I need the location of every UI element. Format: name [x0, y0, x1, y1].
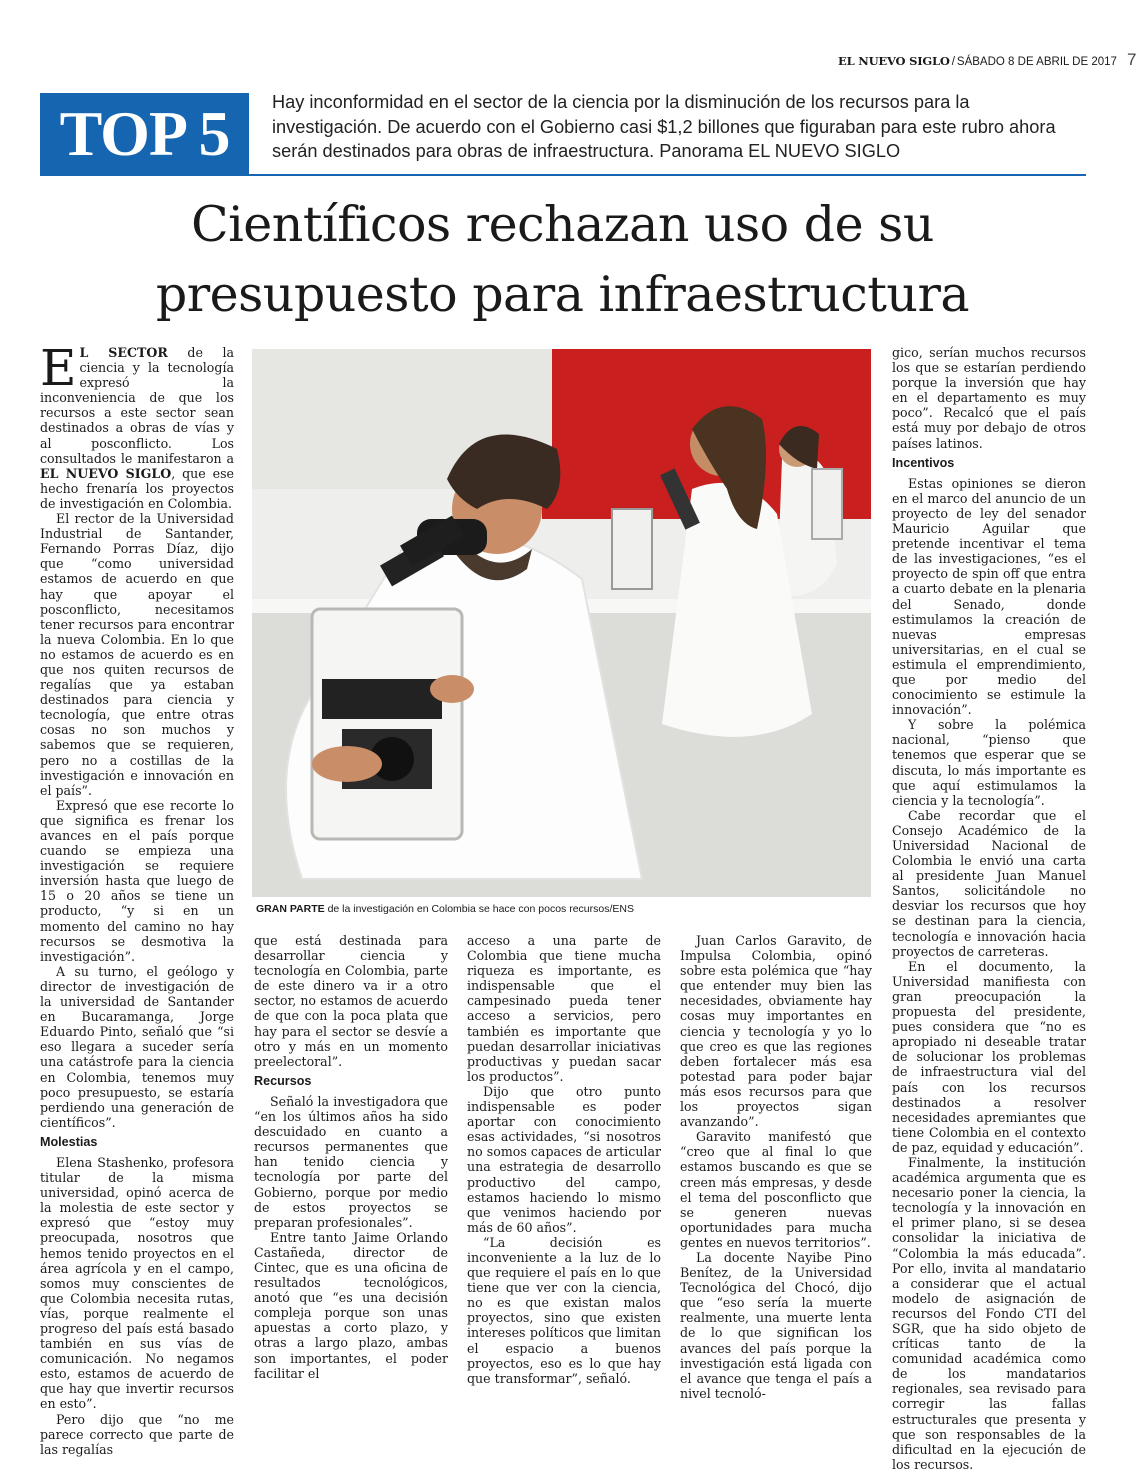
paragraph: Señaló la investigadora que “en los últimos años ha sido descuidado en cuanto a recursos permanentes que han tenido ciencia y tecnología por parte del Gobierno, porque por medio de estos proyectos se preparan profesionales”. — [254, 1093, 448, 1230]
page-header: EL NUEVO SIGLO / SÁBADO 8 DE ABRIL DE 2017 7 — [838, 50, 1136, 69]
drop-cap: E — [40, 339, 77, 397]
article-column-2 — [254, 933, 448, 1381]
headline-line-2: presupuesto para infraestructura — [155, 266, 970, 323]
subhead-recursos: Recursos — [254, 1073, 312, 1088]
paragraph: El rector de la Universidad Industrial de Santander, Fernando Porras Díaz, dijo que “como universidad estamos de acuerdo en que hay que apoyar el posconflicto, necesitamos tener recursos para encontrar la nueva Colombia. En lo que no estamos de acuerdo es en que nos quiten recursos de regalías que ya estaban destinados para ciencia y tecnología, que entre otras cosas no son muchos y sabemos que se requieren, pero no a costillas de la investigación e innovación en el país”. — [40, 511, 234, 798]
paragraph: Entre tanto Jaime Orlando Castañeda, director de Cintec, que es una oficina de resultados tecnológicos, anotó que “es una decisión compleja porque son unas apuestas a corto plazo, y otras a largo plazo, ambas son importantes, el poder facilitar el — [254, 1229, 448, 1381]
paragraph: Elena Stashenko, profesora titular de la misma universidad, opinó acerca de la molestia de este sector y expresó que “estoy muy preocupada, nosotros que hemos tenido proyectos en el área agrícola y en el campo, somos muy conscientes de que Colombia necesita rutas, vías, porque realmente el progreso del país está basado también en sus vías de comunicación. No negamos esto, estamos de acuerdo de que hay que invertir recursos en esto”. — [40, 1154, 234, 1412]
headline-line-1: Científicos rechazan uso de su — [191, 196, 934, 253]
paragraph: gico, serían muchos recursos los que se estarían perdiendo porque la inversión que hay en el departamento es muy poco”. Recalcó que el país está muy por debajo de otros países latinos. — [892, 345, 1086, 451]
paragraph: Expresó que ese recorte lo que significa es frenar los avances en el país porque cuando se empieza una investigación se requiere inversión hasta que luego de 15 o 20 años se tiene un producto, “y si en un momento del camino no hay recursos se desmotiva la investigación”. — [40, 797, 234, 964]
paragraph: Dijo que otro punto indispensable es poder aportar con conocimiento esas actividades, “si nosotros no somos capaces de articular una estrategia de desarrollo productivo del campo, estamos haciendo lo mismo que venimos haciendo por más de 60 años”. — [467, 1083, 661, 1235]
headline — [0, 190, 1125, 330]
paragraph: Estas opiniones se dieron en el marco del anuncio de un proyecto de ley del senador Mauricio Aguilar que pretende incentivar el tema de las investigaciones, “es el proyecto de spin off que entra a cuarto debate en la plenaria del Senado, donde estimulamos la creación de nuevas empresas universitarias, en el cual se estimula el emprendimiento, que por medio del conocimiento se estimule la innovación”. — [892, 475, 1086, 718]
issue-date: SÁBADO 8 DE ABRIL DE 2017 — [956, 56, 1117, 68]
paragraph: A su turno, el geólogo y director de investigación de la universidad de Santander en Bucaramanga, Jorge Eduardo Pinto, señaló que “si eso llegara a suceder sería una catástrofe para la ciencia en Colombia, tenemos muy poco presupuesto, se estaría perdiendo una generación de científicos”. — [40, 963, 234, 1130]
paragraph: acceso a una parte de Colombia que tiene mucha riqueza es importante, es indispensable que el campesinado pueda tener acceso a servicios, pero también es importante que puedan desarrollar iniciativas productivas y puedan sacar los productos”. — [467, 933, 661, 1084]
subhead-molestias: Molestias — [40, 1134, 98, 1149]
paragraph: Y sobre la polémica nacional, “pienso que tenemos que esperar que se discuta, lo más importante es que aquí estimulamos la ciencia y la tecnología”. — [892, 717, 1086, 808]
paragraph: que está destinada para desarrollar ciencia y tecnología en Colombia, parte de este dinero va ir a otro sector, no estamos de acuerdo de que con la poca plata que hay para el sector se desvíe a otro y más en un momento preelectoral”. — [254, 933, 448, 1069]
lab-photo — [252, 349, 871, 897]
article-column-4 — [680, 933, 872, 1401]
paragraph: Finalmente, la institución académica argumenta que es necesario poner la ciencia, la tecnología y la innovación en el primer plano, si se desea consolidar la iniciativa de “Colombia la más educada”. Por ello, invita al mandatario a considerar que el actual modelo de asignación de recursos del Fondo CTI del SGR, que ha sido objeto de críticas tanto de la comunidad académica como de los mandatarios regionales, sea revisado para corregir las fallas estructurales que presenta y que son responsables de la dificultad en la ejecución de los recursos. — [892, 1154, 1086, 1472]
section-lead: Hay inconformidad en el sector de la ciencia por la disminución de los recursos para la investigación. De acuerdo con el Gobierno casi $1,2 billones que figuraban para este rubro ahora serán destinados para obras de infraestructura. Panorama EL NUEVO SIGLO — [272, 92, 1056, 161]
paragraph: Cabe recordar que el Consejo Académico de la Universidad Nacional de Colombia le envió una carta al presidente Juan Manuel Santos, solicitándole no desviar los recursos que hoy se destinan para la ciencia, tecnología e innovación hacia proyectos de carreteras. — [892, 807, 1086, 959]
intro-paragraph: E L SECTOR de la ciencia y la tecnología expresó la inconveniencia de que los recursos a este sector sean destinados a obras de vías y al posconflicto. Los consultados le manifestaron a EL NUEVO SIGLO, que ese hecho frenaría los proyectos de investigación en Colombia. — [40, 339, 234, 511]
paragraph: Garavito manifestó que “creo que al final lo que estamos buscando es que se creen más empresas, y desde el tema del posconflicto que se generen nuevas oportunidades para mucha gentes en nuevos territorios”. — [680, 1129, 872, 1250]
page-number: 7 — [1126, 50, 1136, 69]
paper-name: EL NUEVO SIGLO — [838, 54, 950, 68]
article-column-5 — [892, 345, 1086, 1472]
paragraph: “La decisión es inconveniente a la luz de lo que requiere el país en lo que tiene que ver con la ciencia, no es que existan malos proyectos, sino que existen intereses políticos que limitan el espacio a buenos proyectos, eso es lo que hay que transformar”, señaló. — [467, 1234, 661, 1386]
paragraph: Pero dijo que “no me parece correcto que parte de las regalías — [40, 1411, 234, 1457]
section-badge: TOP 5 — [40, 93, 249, 175]
paragraph: Juan Carlos Garavito, de Impulsa Colombia, opinó sobre esta polémica que “hay que entender muy bien las necesidades, obviamente hay cosas muy importantes en ciencia y tecnología y yo lo que creo es que las regiones deben fortalecer más esa potestad para poder bajar más esos recursos para que los proyectos sigan avanzando”. — [680, 933, 872, 1130]
paragraph: En el documento, la Universidad manifiesta con gran preocupación la propuesta del presidente, pues considera que “no es apropiado ni deseable tratar de solucionar los problemas de infraestructura vial del país con los recursos destinados a resolver necesidades apremiantes que tiene Colombia en el contexto de paz, equidad y educación”. — [892, 958, 1086, 1155]
photo-caption: GRAN PARTE de la investigación en Colombia se hace con pocos recursos/ENS — [256, 903, 634, 915]
article-column-1 — [40, 339, 234, 1457]
article-column-3 — [467, 933, 661, 1386]
section-rule — [40, 174, 1086, 176]
subhead-incentivos: Incentivos — [892, 455, 955, 470]
microscope-lab-illustration — [252, 349, 871, 897]
paragraph: La docente Nayibe Pino Benítez, de la Universidad Tecnológica del Chocó, dijo que “eso sería la muerte realmente, una muerte lenta de lo que significan los avances del país porque la investigación está ligada con el avance que tenga el país a nivel tecnoló- — [680, 1249, 872, 1401]
